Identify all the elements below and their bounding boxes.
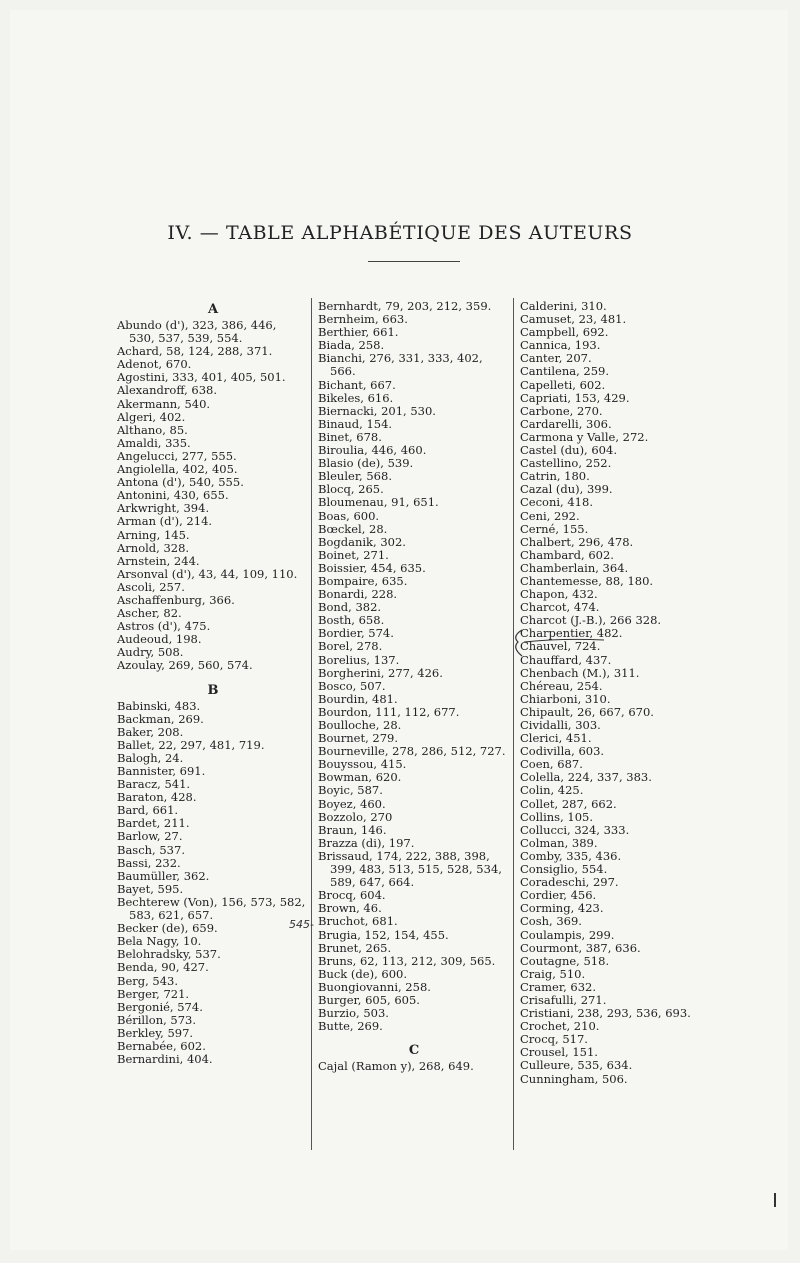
index-entry: Astros (d'), 475. bbox=[117, 619, 211, 634]
index-entry: Coutagne, 518. bbox=[520, 953, 610, 968]
index-entry: Bikeles, 616. bbox=[318, 390, 394, 405]
index-entry: Buongiovanni, 258. bbox=[318, 979, 431, 994]
index-entry: Bernabée, 602. bbox=[117, 1038, 206, 1053]
index-entry: Camuset, 23, 481. bbox=[520, 312, 627, 327]
index-entry: Amaldi, 335. bbox=[117, 435, 191, 450]
index-entry: Braun, 146. bbox=[318, 822, 387, 837]
index-entry: Bleuler, 568. bbox=[318, 469, 392, 484]
index-entry: Brocq, 604. bbox=[318, 888, 386, 903]
index-entry: Collet, 287, 662. bbox=[520, 796, 617, 811]
index-entry: Ballet, 22, 297, 481, 719. bbox=[117, 737, 265, 752]
index-entry: Chipault, 26, 667, 670. bbox=[520, 704, 654, 719]
index-entry: 589, 647, 664. bbox=[330, 875, 415, 890]
index-entry: Cajal (Ramon y), 268, 649. bbox=[318, 1059, 474, 1074]
index-column-2 bbox=[318, 300, 510, 1073]
index-entry: Borgherini, 277, 426. bbox=[318, 665, 443, 680]
index-entry: Blocq, 265. bbox=[318, 482, 384, 497]
margin-mark bbox=[774, 1193, 776, 1207]
index-entry: Cristiani, 238, 293, 536, 693. bbox=[520, 1006, 691, 1021]
index-entry: Antonini, 430, 655. bbox=[117, 488, 229, 503]
index-entry: Chantemesse, 88, 180. bbox=[520, 573, 654, 588]
column-divider bbox=[311, 298, 312, 1150]
index-entry: Bozzolo, 270 bbox=[318, 809, 393, 824]
index-entry: Biernacki, 201, 530. bbox=[318, 403, 436, 418]
index-entry: Brunet, 265. bbox=[318, 940, 392, 955]
index-entry: Chenbach (M.), 311. bbox=[520, 665, 640, 680]
index-entry: Azoulay, 269, 560, 574. bbox=[117, 658, 253, 673]
index-column-3 bbox=[520, 300, 720, 1086]
index-entry: Bonardi, 228. bbox=[318, 587, 398, 602]
index-entry: Berg, 543. bbox=[117, 973, 179, 988]
index-entry: Canter, 207. bbox=[520, 351, 592, 366]
index-entry: Cantilena, 259. bbox=[520, 364, 610, 379]
pencil-annotation: 545- bbox=[289, 918, 314, 931]
index-entry: Baraton, 428. bbox=[117, 790, 197, 805]
index-entry: Castel (du), 604. bbox=[520, 443, 617, 458]
index-entry: Benda, 90, 427. bbox=[117, 960, 209, 975]
index-entry: Binet, 678. bbox=[318, 429, 382, 444]
index-entry: Bœckel, 28. bbox=[318, 521, 388, 536]
index-entry: Achard, 58, 124, 288, 371. bbox=[117, 344, 273, 359]
index-entry: Bruns, 62, 113, 212, 309, 565. bbox=[318, 953, 496, 968]
index-entry: Adenot, 670. bbox=[117, 357, 192, 372]
index-entry: Bannister, 691. bbox=[117, 764, 206, 778]
index-entry: Bérillon, 573. bbox=[117, 1012, 197, 1027]
index-entry: Boinet, 271. bbox=[318, 547, 389, 562]
index-entry: Cordier, 456. bbox=[520, 888, 597, 903]
index-entry: Colella, 224, 337, 383. bbox=[520, 770, 652, 785]
index-entry: Bayet, 595. bbox=[117, 881, 184, 896]
index-entry: Chéreau, 254. bbox=[520, 678, 603, 693]
index-entry: Ascoli, 257. bbox=[117, 579, 185, 594]
index-entry: Audeoud, 198. bbox=[117, 632, 202, 647]
index-entry: Berger, 721. bbox=[117, 986, 190, 1001]
index-entry: Borel, 278. bbox=[318, 639, 383, 654]
index-entry: Colman, 389. bbox=[520, 835, 598, 850]
index-entry: Carbone, 270. bbox=[520, 403, 603, 418]
index-entry: Abundo (d'), 323, 386, 446, bbox=[117, 318, 277, 332]
index-entry: Coen, 687. bbox=[520, 757, 583, 772]
index-entry: Bowman, 620. bbox=[318, 770, 402, 785]
index-entry: Bloumenau, 91, 651. bbox=[318, 495, 439, 510]
index-entry: Cosh, 369. bbox=[520, 914, 582, 929]
index-entry: Charcot, 474. bbox=[520, 600, 600, 615]
index-entry: Crocq, 517. bbox=[520, 1032, 588, 1047]
index-entry: Brazza (di), 197. bbox=[318, 835, 415, 850]
index-entry: Cramer, 632. bbox=[520, 979, 597, 994]
index-entry: Butte, 269. bbox=[318, 1019, 383, 1034]
index-entry: Capriati, 153, 429. bbox=[520, 390, 630, 405]
index-entry: Burger, 605, 605. bbox=[318, 992, 420, 1007]
index-entry: Arsonval (d'), 43, 44, 109, 110. bbox=[117, 566, 298, 581]
index-entry: Bouyssou, 415. bbox=[318, 757, 407, 772]
index-entry: Barlow, 27. bbox=[117, 829, 183, 844]
index-entry: Chauvel, 724. bbox=[520, 639, 601, 654]
index-entry: Bernheim, 663. bbox=[318, 312, 408, 327]
index-entry: Catrin, 180. bbox=[520, 469, 590, 484]
index-entry: Agostini, 333, 401, 405, 501. bbox=[117, 370, 286, 385]
index-entry: Akermann, 540. bbox=[117, 396, 211, 411]
index-entry: Boulloche, 28. bbox=[318, 718, 402, 732]
index-entry: Arnstein, 244. bbox=[117, 553, 200, 568]
index-entry: Bompaire, 635. bbox=[318, 573, 408, 588]
index-entry: Berkley, 597. bbox=[117, 1025, 194, 1040]
index-entry: Coulampis, 299. bbox=[520, 927, 615, 942]
index-entry: Cardarelli, 306. bbox=[520, 416, 612, 431]
index-entry: Clerici, 451. bbox=[520, 731, 592, 746]
index-entry: 530, 537, 539, 554. bbox=[129, 331, 243, 346]
index-entry: Collucci, 324, 333. bbox=[520, 822, 630, 837]
index-entry: Bourneville, 278, 286, 512, 727. bbox=[318, 744, 506, 759]
index-entry: Bosco, 507. bbox=[318, 678, 386, 693]
index-entry: Chauffard, 437. bbox=[520, 652, 612, 667]
index-entry: Bela Nagy, 10. bbox=[117, 934, 202, 949]
index-entry: Burzio, 503. bbox=[318, 1006, 389, 1021]
index-entry: Arkwright, 394. bbox=[117, 501, 210, 516]
index-entry: Bassi, 232. bbox=[117, 855, 181, 870]
index-entry: Alexandroff, 638. bbox=[117, 383, 217, 398]
index-entry: Cerné, 155. bbox=[520, 521, 589, 536]
column-divider bbox=[513, 298, 514, 1150]
index-entry: Boas, 600. bbox=[318, 508, 380, 523]
index-entry: Charcot (J.-B.), 266 328. bbox=[520, 613, 662, 628]
index-entry: Bourdin, 481. bbox=[318, 691, 398, 706]
section-gap bbox=[318, 1033, 510, 1041]
index-entry: Comby, 335, 436. bbox=[520, 848, 622, 863]
index-entry: Codivilla, 603. bbox=[520, 744, 605, 759]
index-entry: Arning, 145. bbox=[117, 527, 190, 542]
index-entry: Cazal (du), 399. bbox=[520, 482, 613, 497]
index-entry: Chapon, 432. bbox=[520, 587, 598, 602]
index-entry: Chalbert, 296, 478. bbox=[520, 534, 634, 549]
index-entry: Arman (d'), 214. bbox=[117, 514, 213, 529]
index-entry: 399, 483, 513, 515, 528, 534, bbox=[330, 862, 502, 877]
index-entry: Buck (de), 600. bbox=[318, 966, 407, 981]
index-entry: Algeri, 402. bbox=[117, 409, 186, 424]
index-entry: Becker (de), 659. bbox=[117, 921, 218, 936]
section-gap bbox=[117, 673, 309, 681]
index-entry: Chambard, 602. bbox=[520, 547, 614, 562]
index-entry: Capelleti, 602. bbox=[520, 377, 606, 392]
index-entry: Bogdanik, 302. bbox=[318, 534, 406, 549]
index-entry: 583, 621, 657. bbox=[129, 908, 214, 923]
index-entry: Chamberlain, 364. bbox=[520, 560, 629, 575]
index-entry: Angelucci, 277, 555. bbox=[117, 448, 237, 463]
index-entry: Brissaud, 174, 222, 388, 398, bbox=[318, 848, 490, 863]
index-entry: Consiglio, 554. bbox=[520, 862, 608, 877]
index-entry: Bourdon, 111, 112, 677. bbox=[318, 704, 460, 719]
index-entry: Bernhardt, 79, 203, 212, 359. bbox=[318, 299, 492, 313]
index-entry: 566. bbox=[330, 364, 356, 379]
index-entry: Colin, 425. bbox=[520, 783, 584, 798]
index-entry: Baker, 208. bbox=[117, 724, 184, 739]
index-entry: Crousel, 151. bbox=[520, 1045, 598, 1060]
index-entry: Audry, 508. bbox=[117, 645, 184, 660]
index-entry: Blasio (de), 539. bbox=[318, 456, 414, 471]
index-entry: Charpentier, 482. bbox=[520, 626, 623, 641]
letter-heading: B bbox=[207, 682, 219, 698]
index-entry: Brugia, 152, 154, 455. bbox=[318, 927, 449, 942]
index-entry: Calderini, 310. bbox=[520, 299, 607, 313]
index-entry: Bordier, 574. bbox=[318, 626, 394, 641]
index-entry: Bechterew (Von), 156, 573, 582, bbox=[117, 894, 306, 909]
index-entry: Borelius, 137. bbox=[318, 652, 400, 667]
index-entry: Basch, 537. bbox=[117, 842, 185, 857]
index-entry: Aschaffenburg, 366. bbox=[117, 592, 235, 607]
page-title: IV. — TABLE ALPHABÉTIQUE DES AUTEURS bbox=[167, 222, 633, 244]
index-entry: Angiolella, 402, 405. bbox=[117, 462, 238, 477]
index-entry: Cunningham, 506. bbox=[520, 1071, 628, 1086]
index-entry: Boissier, 454, 635. bbox=[318, 560, 426, 575]
index-entry: Belohradsky, 537. bbox=[117, 947, 221, 962]
index-entry: Courmont, 387, 636. bbox=[520, 940, 641, 955]
index-entry: Bichant, 667. bbox=[318, 377, 396, 392]
index-entry: Campbell, 692. bbox=[520, 325, 609, 340]
index-entry: Bosth, 658. bbox=[318, 613, 385, 628]
index-entry: Bianchi, 276, 331, 333, 402, bbox=[318, 351, 483, 366]
index-entry: Althano, 85. bbox=[117, 422, 188, 437]
index-entry: Crochet, 210. bbox=[520, 1019, 600, 1034]
index-entry: Antona (d'), 540, 555. bbox=[117, 475, 244, 490]
index-entry: Carmona y Valle, 272. bbox=[520, 429, 649, 444]
index-entry: Boyez, 460. bbox=[318, 796, 386, 811]
index-entry: Baumüller, 362. bbox=[117, 868, 210, 883]
index-entry: Balogh, 24. bbox=[117, 750, 184, 765]
index-entry: Arnold, 328. bbox=[117, 540, 190, 555]
index-entry: Binaud, 154. bbox=[318, 416, 393, 431]
index-entry: Cividalli, 303. bbox=[520, 718, 601, 732]
index-entry: Boyic, 587. bbox=[318, 783, 383, 798]
index-entry: Cannica, 193. bbox=[520, 338, 601, 353]
pencil-bracket-mark bbox=[512, 628, 612, 658]
index-entry: Ceconi, 418. bbox=[520, 495, 593, 510]
index-entry: Ascher, 82. bbox=[117, 606, 182, 621]
letter-heading: C bbox=[408, 1043, 420, 1059]
index-entry: Bard, 661. bbox=[117, 803, 179, 818]
index-entry: Bruchot, 681. bbox=[318, 914, 398, 929]
index-entry: Corming, 423. bbox=[520, 901, 604, 916]
title-rule bbox=[368, 261, 460, 262]
index-entry: Collins, 105. bbox=[520, 809, 593, 824]
index-entry: Ceni, 292. bbox=[520, 508, 580, 523]
index-entry: Berthier, 661. bbox=[318, 325, 399, 340]
index-entry: Crisafulli, 271. bbox=[520, 992, 607, 1007]
index-entry: Coradeschi, 297. bbox=[520, 875, 619, 890]
letter-heading: A bbox=[207, 302, 219, 317]
index-entry: Biroulia, 446, 460. bbox=[318, 443, 427, 458]
index-entry: Backman, 269. bbox=[117, 711, 204, 726]
index-entry: Bournet, 279. bbox=[318, 731, 399, 746]
index-entry: Bond, 382. bbox=[318, 600, 382, 615]
index-entry: Craig, 510. bbox=[520, 966, 586, 981]
index-entry: Babinski, 483. bbox=[117, 698, 201, 713]
index-entry: Brown, 46. bbox=[318, 901, 382, 916]
index-entry: Chiarboni, 310. bbox=[520, 691, 611, 706]
index-entry: Culleure, 535, 634. bbox=[520, 1058, 633, 1073]
index-entry: Bernardini, 404. bbox=[117, 1052, 213, 1067]
index-entry: Bergonié, 574. bbox=[117, 999, 203, 1014]
index-entry: Baracz, 541. bbox=[117, 777, 191, 792]
index-entry: Biada, 258. bbox=[318, 338, 385, 353]
index-entry: Bardet, 211. bbox=[117, 816, 190, 831]
index-column-1 bbox=[117, 300, 309, 1066]
index-entry: Castellino, 252. bbox=[520, 456, 612, 471]
